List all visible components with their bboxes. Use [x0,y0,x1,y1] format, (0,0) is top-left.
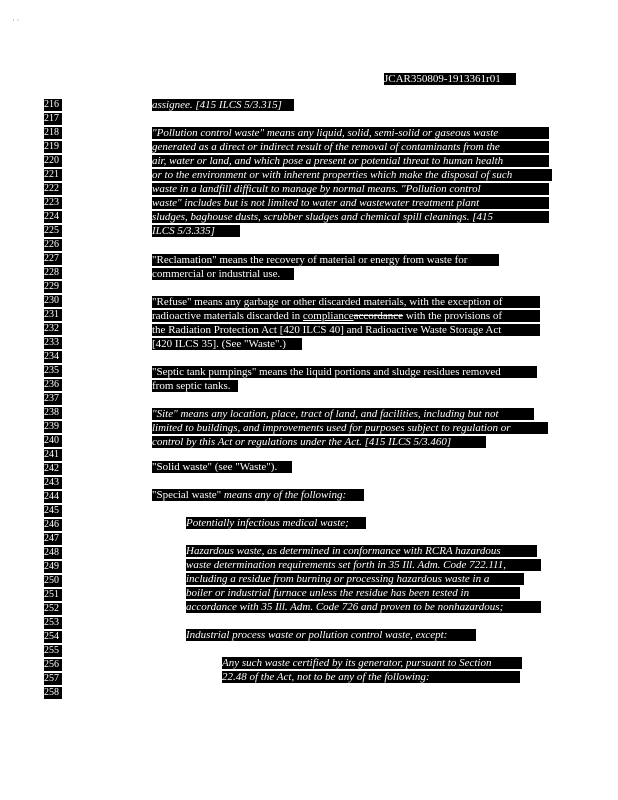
line-number: 255 [44,645,62,657]
text-line: 22.48 of the Act, not to be any of the following: [222,671,520,683]
text-line: limited to buildings, and improvements used for purposes subject to regulation or [152,422,548,434]
line-number: 240 [44,435,62,447]
line-number: 254 [44,631,62,643]
line-number: 218 [44,127,62,139]
inserted-word: compliance [302,310,354,322]
line-number: 253 [44,617,62,629]
line-number: 241 [44,449,62,461]
text-run: with the provisions of [403,310,503,322]
text-line: or to the environment or with inherent properties which make the disposal of such [152,169,552,181]
text-line: control by this Act or regulations under the Act. [415 ILCS 5/3.460] [152,436,486,448]
text-line: air, water or land, and which pose a present or potential threat to human health [152,155,549,167]
line-number: 227 [44,253,62,265]
line-number: 256 [44,659,62,671]
line-number: 245 [44,505,62,517]
text-run: means any of the following: [221,489,347,501]
line-number: 225 [44,225,62,237]
line-number: 234 [44,351,62,363]
text-line: [420 ILCS 35]. (See "Waste".) [152,338,302,350]
text-line: waste in a landfill difficult to manage by normal means. "Pollution control [152,183,549,195]
line-number: 220 [44,155,62,167]
solid-waste-definition [152,461,292,475]
text-line: Any such waste certified by its generator, pursuant to Section [222,657,522,669]
line-number: 237 [44,393,62,405]
infectious-waste-item [186,517,366,531]
line-number: 247 [44,533,62,545]
line-number: 229 [44,281,62,293]
text-line: assignee. [415 ILCS 5/3.315] [152,99,294,111]
line-number: 258 [44,687,62,699]
line-number: 232 [44,323,62,335]
line-number: 248 [44,547,62,559]
text-run: radioactive materials discarded in [152,310,303,322]
text-line: accordance with 35 Ill. Adm. Code 726 and proven to be nonhazardous; [186,601,541,613]
line-number: 235 [44,365,62,377]
document-id: JCAR350809-1913361r01 [384,73,516,85]
line-number: 230 [44,295,62,307]
text-line: generated as a direct or indirect result of the removal of contaminants from the [152,141,549,153]
line-number: 244 [44,491,62,503]
text-line [152,489,364,501]
text-line: from septic tanks. [152,380,238,392]
text-line: "Septic tank pumpings" means the liquid portions and sludge residues removed [152,366,537,378]
line-number: 231 [44,309,62,321]
line-number: 236 [44,379,62,391]
line-number: 257 [44,673,62,685]
text-line: including a residue from burning or processing hazardous waste in a [186,573,524,585]
text-line: waste" includes but is not limited to water and wastewater treatment plant [152,197,549,209]
pollution-control-waste-definition [152,127,552,239]
text-line: "Pollution control waste" means any liquid, solid, semi-solid or gaseous waste [152,127,549,139]
text-line: Hazardous waste, as determined in conformance with RCRA hazardous [186,545,537,557]
text-line: sludges, baghouse dusts, scrubber sludges and chemical spill cleanings. [415 [152,211,549,223]
special-waste-definition [152,489,364,503]
line-number: 239 [44,421,62,433]
text-line: ILCS 5/3.335] [152,225,240,237]
line-number: 217 [44,113,62,125]
line-number: 222 [44,183,62,195]
text-line: Potentially infectious medical waste; [186,517,366,529]
line-number: 223 [44,197,62,209]
refuse-definition [152,296,540,352]
assignee-line [152,99,294,113]
line-number: 246 [44,519,62,531]
text-line: "Reclamation" means the recovery of material or energy from waste for [152,254,499,266]
text-line: "Refuse" means any garbage or other discarded materials, with the exception of [152,296,540,308]
line-number: 251 [44,589,62,601]
line-number: 224 [44,211,62,223]
text-line: the Radiation Protection Act [420 ILCS 40] and Radioactive Waste Storage Act [152,324,540,336]
text-line [152,310,540,322]
text-line: Industrial process waste or pollution control waste, except: [186,629,476,641]
text-line: commercial or industrial use. [152,268,294,280]
deleted-word: accordance [353,310,404,322]
line-number: 228 [44,267,62,279]
septic-tank-pumpings-definition [152,366,537,394]
certified-waste-subitem [222,657,522,685]
line-number: 249 [44,561,62,573]
line-number: 250 [44,575,62,587]
text-line: "Site" means any location, place, tract of land, and facilities, including but not [152,408,534,420]
scan-corner-mark: · · [12,16,20,25]
defined-term: "Special waste" [152,489,222,501]
line-number: 242 [44,463,62,475]
industrial-waste-item [186,629,476,643]
line-number: 233 [44,337,62,349]
reclamation-definition [152,254,499,282]
hazardous-waste-item [186,545,541,615]
line-number: 221 [44,169,62,181]
site-definition [152,408,548,450]
text-line: "Solid waste" (see "Waste"). [152,461,292,473]
line-number: 243 [44,477,62,489]
line-number: 238 [44,407,62,419]
line-number: 216 [44,99,62,111]
line-number: 219 [44,141,62,153]
text-line: waste determination requirements set forth in 35 Ill. Adm. Code 722.111, [186,559,541,571]
line-number: 252 [44,603,62,615]
text-line: boiler or industrial furnace unless the residue has been tested in [186,587,520,599]
line-number: 226 [44,239,62,251]
